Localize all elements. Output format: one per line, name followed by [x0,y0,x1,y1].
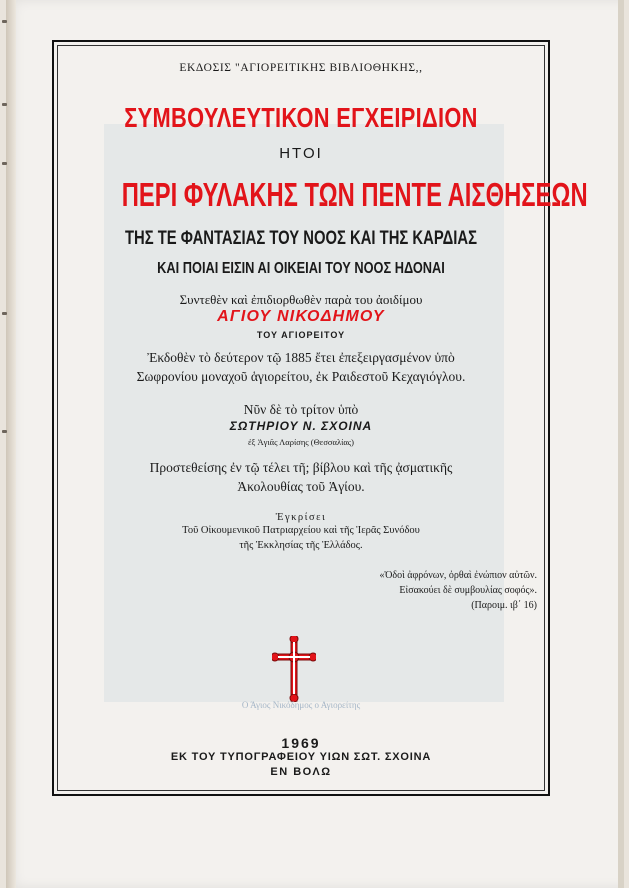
saint-name: ΑΓΙΟΥ ΝΙΚΟΔΗΜΟΥ [217,308,385,325]
epigraph-line: Εἰσακούει δὲ συμβουλίας σοφός». [399,585,537,596]
show-through-caption: Ο Άγιος Νικόδημος ο Αγιορείτης [241,700,361,710]
approval-line: τῆς Ἐκκλησίας τῆς Ἑλλάδος. [239,540,363,551]
addition-note-line: Ἀκολουθίας τοῦ Ἁγίου. [237,479,365,494]
binding-hole [2,430,7,433]
book-subtitle: ΠΕΡΙ ΦΥΛΑΚΗΣ ΤΩΝ ΠΕΝΤΕ ΑΙΣΘΗΣΕΩΝ [121,176,588,213]
city-line: ΕΝ ΒΟΛΩ [270,766,332,778]
edition-note-line: Ἐκδοθὲν τὸ δεύτερον τῷ 1885 ἔτει ἐπεξειργασμένον ὑπὸ [147,350,455,365]
printer-line: ΕΚ ΤΟΥ ΤΥΠΟΓΡΑΦΕΙΟΥ ΥΙΩΝ ΣΩΤ. ΣΧΟΙΝΑ [170,751,432,763]
book-title: ΣΥΜΒΟΥΛΕΥΤΙΚΟΝ ΕΓΧΕΙΡΙΔΙΟΝ [124,102,478,133]
subtitle-line-3: ΚΑΙ ΠΟΙΑΙ ΕΙΣΙΝ ΑΙ ΟΙΚΕΙΑΙ ΤΟΥ ΝΟΟΣ ΗΔΟΝΑΙ [157,260,445,277]
epigraph-line: «Ὁδοὶ ἀφρόνων, ὀρθαὶ ἐνώπιον αὐτῶν. [379,570,537,581]
conjunction-line: ΗΤΟΙ [279,145,323,162]
now-by-line: Νῦν δὲ τὸ τρίτον ὑπὸ [243,402,359,417]
binding-spine [6,0,16,888]
addition-note-line: Προστεθείσης ἐν τῷ τέλει τῆ; βίβλου καὶ τῆς ᾀσματικῆς [149,460,453,475]
epigraph-reference: (Παροιμ. ιβ΄ 16) [471,600,537,611]
orthodox-cross-icon [272,636,316,707]
binding-hole [2,20,7,23]
author-origin: ἐξ Ἁγιᾶς Λαρίσης (Θεσσαλίας) [247,437,355,447]
approval-line: Τοῦ Οἰκουμενικοῦ Πατριαρχείου καὶ τῆς Ἱερᾶς Συνόδου [182,525,420,536]
binding-hole [2,103,7,106]
approval-heading: Ἐγκρίσει [275,512,327,523]
publisher-line: ΕΚΔΟΣΙΣ "ΑΓΙΟΡΕΙΤΙΚΗΣ ΒΙΒΛΙΟΘΗΚΗΣ,, [179,62,423,74]
page-edge [618,0,624,888]
binding-hole [2,162,7,165]
binding-hole [2,312,7,315]
saint-epithet: ΤΟΥ ΑΓΙΟΡΕΙΤΟΥ [256,330,346,340]
publication-year: 1969 [281,735,321,751]
author-name: ΣΩΤΗΡΙΟΥ Ν. ΣΧΟΙΝΑ [229,419,373,433]
edition-note-line: Σωφρονίου μοναχοῦ ἁγιορείτου, ἐκ Ραιδεστοῦ Κεχαγιόγλου. [136,369,466,384]
subtitle-line-2: ΤΗΣ ΤΕ ΦΑΝΤΑΣΙΑΣ ΤΟΥ ΝΟΟΣ ΚΑΙ ΤΗΣ ΚΑΡΔΙΑΣ [124,228,477,249]
compiled-by-line: Συντεθὲν καὶ ἐπιδιορθωθὲν παρὰ του ἀοιδίμου [179,292,423,307]
